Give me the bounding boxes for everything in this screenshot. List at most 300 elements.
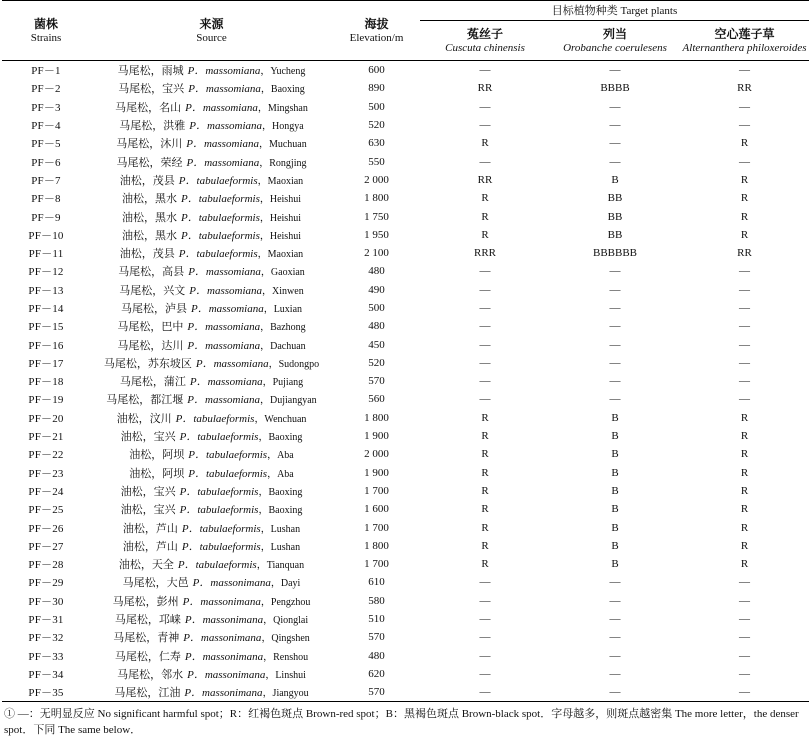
no-reaction-dash: — <box>609 320 621 333</box>
cell-strain: PF－18 <box>28 376 64 389</box>
cell-cuscuta <box>420 610 550 628</box>
cell-cuscuta: R <box>481 558 489 571</box>
cell-alternanthera <box>680 281 809 299</box>
cell-orobanche <box>550 628 680 646</box>
table-row <box>2 683 809 702</box>
source-zh: 马尾松，沐川 <box>116 138 183 151</box>
source-species: P．massonimana <box>184 687 263 700</box>
table-row <box>2 445 809 463</box>
source-species: P．massomiana <box>186 138 259 151</box>
no-reaction-dash: — <box>739 594 751 607</box>
cell-orobanche <box>550 592 680 610</box>
cell-elevation: 620 <box>368 667 385 680</box>
source-location: ，Aba <box>267 450 294 462</box>
cell-alternanthera: R <box>740 173 749 186</box>
source-species: P．tabulaeformis <box>175 412 255 425</box>
cell-alternanthera <box>680 628 809 646</box>
source-location: ，Dayi <box>270 578 301 590</box>
header-strains <box>2 1 90 61</box>
cell-orobanche: B <box>611 558 619 571</box>
cell-orobanche: BBBBBB <box>592 247 638 260</box>
source-species: P．tabulaeformis <box>177 559 257 572</box>
source-species: P．massomiana <box>185 101 258 114</box>
no-reaction-dash: — <box>739 283 751 296</box>
cell-elevation: 600 <box>368 64 385 77</box>
source-zh: 马尾松，都江堰 <box>106 394 184 407</box>
cell-elevation: 1 800 <box>364 411 389 424</box>
no-reaction-dash: — <box>609 686 621 699</box>
table-row <box>2 482 809 500</box>
cell-orobanche <box>550 262 680 280</box>
no-reaction-dash: — <box>739 631 751 644</box>
cell-elevation: 890 <box>368 82 385 95</box>
cell-orobanche <box>550 116 680 134</box>
cell-cuscuta: R <box>481 411 489 424</box>
source-location: ，Bazhong <box>260 322 306 334</box>
cell-source <box>90 354 333 372</box>
source-location: ，Pujiang <box>262 377 304 389</box>
source-location: ，Sudongpo <box>268 358 320 370</box>
no-reaction-dash: — <box>739 649 751 662</box>
header-cuscuta-en: Cuscuta chinensis <box>445 41 525 54</box>
cell-orobanche: B <box>611 430 619 443</box>
table-row <box>2 171 809 189</box>
cell-orobanche <box>550 683 680 702</box>
source-location: ，Heishui <box>259 230 301 242</box>
source-zh: 马尾松，蒲江 <box>119 376 186 389</box>
no-reaction-dash: — <box>739 320 751 333</box>
no-reaction-dash: — <box>609 594 621 607</box>
cell-cuscuta <box>420 61 550 80</box>
table-row <box>2 189 809 207</box>
cell-elevation: 1 750 <box>364 210 389 223</box>
cell-alternanthera <box>680 335 809 353</box>
source-species: P．tabulaeformis <box>178 248 258 261</box>
table-header <box>2 1 809 61</box>
cell-elevation: 480 <box>368 265 385 278</box>
header-alternanthera-zh: 空心莲子草 <box>714 26 775 41</box>
cell-orobanche <box>550 665 680 683</box>
cell-alternanthera <box>680 116 809 134</box>
source-species: P．massomiana <box>188 266 261 279</box>
no-reaction-dash: — <box>609 576 621 589</box>
cell-elevation: 1 700 <box>364 558 389 571</box>
cell-strain: PF－17 <box>28 357 64 370</box>
cell-orobanche <box>550 573 680 591</box>
no-reaction-dash: — <box>609 265 621 278</box>
cell-strain: PF－16 <box>28 339 64 352</box>
cell-orobanche <box>550 134 680 152</box>
no-reaction-dash: — <box>739 686 751 699</box>
source-species: P．tabulaeformis <box>188 467 268 480</box>
cell-strain: PF－15 <box>28 321 64 334</box>
source-zh: 油松，黑水 <box>122 211 178 224</box>
strain-table <box>2 0 809 702</box>
cell-source <box>90 244 333 262</box>
cell-strain: PF－25 <box>28 504 64 517</box>
cell-cuscuta <box>420 390 550 408</box>
cell-orobanche: B <box>611 448 619 461</box>
source-location: ，Heishui <box>259 212 301 224</box>
cell-strain: PF－12 <box>28 266 64 279</box>
source-zh: 马尾松，青神 <box>113 632 180 645</box>
header-cuscuta <box>420 21 550 61</box>
source-species: P．tabulaeformis <box>179 431 259 444</box>
cell-cuscuta: R <box>481 430 489 443</box>
cell-cuscuta: R <box>481 503 489 516</box>
cell-orobanche <box>550 372 680 390</box>
cell-strain: PF－7 <box>31 174 61 187</box>
table-footnote: ① —：无明显反应 No significant harmful spot；R：红褐色斑点 Brown-red spot；B：黑褐色斑点 Brown-black spot．字母越多，则斑点越密集 The more letter，the denser spot．下同 The same below． <box>4 708 799 736</box>
cell-elevation: 630 <box>368 137 385 150</box>
cell-orobanche <box>550 61 680 80</box>
source-species: P．massomiana <box>187 321 261 334</box>
source-location: ，Maoxian <box>257 175 304 187</box>
cell-alternanthera <box>680 152 809 170</box>
cell-cuscuta: R <box>481 539 489 552</box>
cell-orobanche: B <box>611 173 619 186</box>
cell-strain: PF－32 <box>28 632 64 645</box>
source-location: ，Lushan <box>260 541 301 553</box>
cell-cuscuta <box>420 152 550 170</box>
cell-cuscuta <box>420 647 550 665</box>
source-species: P．tabulaeformis <box>181 522 261 535</box>
cell-elevation: 500 <box>368 100 385 113</box>
no-reaction-dash: — <box>739 667 751 680</box>
table-row <box>2 335 809 353</box>
cell-orobanche: B <box>611 539 619 552</box>
source-zh: 马尾松，泸县 <box>120 303 187 315</box>
cell-cuscuta <box>420 354 550 372</box>
cell-alternanthera <box>680 665 809 683</box>
source-species: P．massonimana <box>184 614 264 627</box>
header-orobanche <box>550 21 680 61</box>
cell-orobanche <box>550 98 680 116</box>
source-location: ，Mingshan <box>257 102 308 114</box>
header-strains-en: Strains <box>30 31 62 44</box>
no-reaction-dash: — <box>609 283 621 296</box>
source-location: ，Dachuan <box>260 340 306 352</box>
source-species: P．massonimana <box>184 650 264 663</box>
cell-strain: PF－3 <box>31 101 61 114</box>
source-location: ，Linshui <box>265 669 306 681</box>
source-species: P．tabulaeformis <box>181 540 261 553</box>
cell-source <box>90 98 333 116</box>
source-zh: 马尾松，达川 <box>117 339 184 352</box>
cell-strain: PF－21 <box>28 431 64 444</box>
no-reaction-dash: — <box>479 594 491 607</box>
table-row <box>2 647 809 665</box>
cell-alternanthera <box>680 98 809 116</box>
no-reaction-dash: — <box>479 155 491 168</box>
table-row <box>2 152 809 170</box>
cell-alternanthera <box>680 610 809 628</box>
cell-strain: PF－2 <box>31 83 61 96</box>
cell-strain: PF－30 <box>28 595 64 608</box>
cell-alternanthera: R <box>740 411 749 424</box>
no-reaction-dash: — <box>739 356 751 369</box>
source-location: ，Hongya <box>262 121 304 133</box>
source-location: ，Qingshen <box>261 633 310 645</box>
cell-alternanthera <box>680 573 809 591</box>
cell-orobanche: BB <box>607 228 623 241</box>
no-reaction-dash: — <box>479 338 491 351</box>
cell-cuscuta <box>420 628 550 646</box>
cell-source <box>90 390 333 408</box>
table-row <box>2 665 809 683</box>
source-zh: 油松，宝兴 <box>120 504 176 517</box>
cell-alternanthera: RR <box>737 247 752 260</box>
cell-strain: PF－27 <box>28 540 64 553</box>
header-alternanthera-en: Alternanthera philoxeroides <box>682 41 807 54</box>
cell-elevation: 1 900 <box>364 430 389 443</box>
cell-source <box>90 372 333 390</box>
cell-strain: PF－26 <box>28 522 64 535</box>
no-reaction-dash: — <box>609 631 621 644</box>
cell-source <box>90 628 333 646</box>
source-location: ，Tianquan <box>256 560 305 572</box>
no-reaction-dash: — <box>609 613 621 626</box>
source-species: P．massonimana <box>183 632 262 645</box>
no-reaction-dash: — <box>739 64 751 77</box>
source-zh: 油松，阿坝 <box>129 467 185 480</box>
cell-elevation: 520 <box>368 119 385 132</box>
cell-source <box>90 226 333 244</box>
source-zh: 马尾松，邛崃 <box>114 614 181 627</box>
source-location: ，Luxian <box>263 304 303 315</box>
cell-strain: PF－31 <box>28 614 64 627</box>
cell-orobanche <box>550 610 680 628</box>
source-zh: 马尾松，兴文 <box>119 284 186 297</box>
table-row <box>2 226 809 244</box>
source-zh: 油松，阿坝 <box>129 449 185 462</box>
source-location: ，Baoxing <box>260 84 305 96</box>
cell-orobanche <box>550 152 680 170</box>
table-row <box>2 79 809 97</box>
cell-elevation: 1 700 <box>364 484 389 497</box>
no-reaction-dash: — <box>479 302 491 314</box>
cell-source <box>90 134 333 152</box>
source-species: P．tabulaeformis <box>179 485 259 498</box>
table-row <box>2 409 809 427</box>
table-row <box>2 299 809 317</box>
cell-elevation: 610 <box>368 576 385 589</box>
table-row <box>2 427 809 445</box>
cell-cuscuta <box>420 299 550 317</box>
header-orobanche-zh: 列当 <box>602 26 627 41</box>
source-location: ，Dujiangyan <box>260 395 317 407</box>
cell-cuscuta <box>420 262 550 280</box>
cell-strain: PF－23 <box>28 467 64 480</box>
no-reaction-dash: — <box>479 64 491 77</box>
no-reaction-dash: — <box>609 375 621 388</box>
source-species: P．massomiana <box>189 120 263 133</box>
source-location: ，Baoxing <box>258 432 303 444</box>
header-elevation <box>333 1 420 61</box>
cell-source <box>90 189 333 207</box>
source-zh: 马尾松，巴中 <box>117 321 184 334</box>
header-alternanthera <box>680 21 809 61</box>
source-location: ，Muchuan <box>258 139 307 151</box>
cell-strain: PF－10 <box>28 229 64 242</box>
source-species: P．tabulaeformis <box>179 504 259 517</box>
source-zh: 马尾松，雨城 <box>117 65 184 78</box>
cell-alternanthera: R <box>740 210 749 223</box>
cell-alternanthera: R <box>740 192 749 205</box>
source-species: P．massomiana <box>187 339 261 352</box>
cell-cuscuta <box>420 116 550 134</box>
table-row <box>2 537 809 555</box>
cell-elevation: 500 <box>368 302 385 314</box>
cell-cuscuta: R <box>481 521 489 534</box>
no-reaction-dash: — <box>739 119 751 132</box>
table-row <box>2 134 809 152</box>
cell-cuscuta <box>420 372 550 390</box>
header-elevation-zh: 海拔 <box>364 16 389 31</box>
cell-cuscuta <box>420 573 550 591</box>
source-zh: 马尾松，名山 <box>115 101 182 114</box>
no-reaction-dash: — <box>479 283 491 296</box>
header-strains-zh: 菌株 <box>33 16 58 31</box>
no-reaction-dash: — <box>479 320 491 333</box>
no-reaction-dash: — <box>479 265 491 278</box>
cell-strain: PF－33 <box>28 650 64 663</box>
cell-orobanche <box>550 317 680 335</box>
cell-cuscuta <box>420 665 550 683</box>
table-row <box>2 573 809 591</box>
table-row <box>2 262 809 280</box>
header-cuscuta-zh: 菟丝子 <box>466 26 503 41</box>
cell-source <box>90 610 333 628</box>
cell-orobanche <box>550 647 680 665</box>
cell-alternanthera: R <box>740 503 749 516</box>
source-species: P．massomiana <box>189 284 263 297</box>
cell-source <box>90 409 333 427</box>
cell-source <box>90 445 333 463</box>
cell-cuscuta: R <box>481 210 489 223</box>
source-species: P．tabulaeformis <box>181 229 260 242</box>
cell-elevation: 1 600 <box>364 503 389 516</box>
source-zh: 油松，茂县 <box>119 248 175 261</box>
no-reaction-dash: — <box>609 137 621 150</box>
source-species: P．massonimana <box>187 668 266 681</box>
no-reaction-dash: — <box>739 338 751 351</box>
cell-orobanche: B <box>611 521 619 534</box>
cell-source <box>90 427 333 445</box>
header-orobanche-en: Orobanche coerulesens <box>563 41 667 54</box>
cell-alternanthera: RR <box>737 82 752 95</box>
source-species: P．massomiana <box>187 394 261 407</box>
cell-source <box>90 317 333 335</box>
cell-elevation: 1 700 <box>364 521 389 534</box>
source-zh: 油松，宝兴 <box>120 431 176 444</box>
no-reaction-dash: — <box>609 667 621 680</box>
source-zh: 马尾松，大邑 <box>122 577 189 590</box>
cell-elevation: 570 <box>368 631 385 644</box>
cell-cuscuta <box>420 683 550 702</box>
cell-alternanthera <box>680 317 809 335</box>
header-target-plants <box>420 1 809 21</box>
table-row <box>2 98 809 116</box>
cell-source <box>90 281 333 299</box>
cell-alternanthera <box>680 647 809 665</box>
cell-source <box>90 299 333 317</box>
table-row <box>2 207 809 225</box>
cell-elevation: 550 <box>368 155 385 168</box>
no-reaction-dash: — <box>609 100 621 113</box>
header-source-zh: 来源 <box>199 16 224 31</box>
cell-cuscuta: RR <box>477 173 493 186</box>
header-target-plants-label: 目标植物种类 Target plants <box>551 4 678 17</box>
table-row <box>2 628 809 646</box>
cell-cuscuta <box>420 281 550 299</box>
cell-strain: PF－9 <box>31 211 61 224</box>
cell-alternanthera: R <box>740 448 749 461</box>
cell-elevation: 1 900 <box>364 466 389 479</box>
no-reaction-dash: — <box>739 265 751 278</box>
table-row <box>2 281 809 299</box>
source-species: P．massonimana <box>192 577 271 590</box>
source-zh: 马尾松，宝兴 <box>118 83 185 96</box>
source-zh: 马尾松，荣经 <box>116 156 183 169</box>
cell-elevation: 510 <box>368 613 385 626</box>
source-zh: 马尾松，彭州 <box>112 595 179 608</box>
source-zh: 油松，黑水 <box>122 229 178 242</box>
cell-elevation: 560 <box>368 393 385 406</box>
source-species: P．massomiana <box>186 156 260 169</box>
table-row <box>2 61 809 80</box>
cell-elevation: 1 800 <box>364 192 389 205</box>
cell-alternanthera: R <box>740 137 749 150</box>
cell-alternanthera <box>680 354 809 372</box>
cell-source <box>90 116 333 134</box>
no-reaction-dash: — <box>479 119 491 132</box>
table-row <box>2 317 809 335</box>
cell-alternanthera: R <box>740 484 749 497</box>
source-species: P．tabulaeformis <box>178 174 258 187</box>
no-reaction-dash: — <box>479 576 491 589</box>
source-location: ，Gaoxian <box>260 267 305 279</box>
no-reaction-dash: — <box>739 302 751 314</box>
cell-strain: PF－5 <box>31 138 61 151</box>
cell-source <box>90 683 333 702</box>
source-location: ，Xinwen <box>262 285 304 297</box>
cell-cuscuta <box>420 592 550 610</box>
cell-source <box>90 335 333 353</box>
cell-elevation: 480 <box>368 649 385 662</box>
cell-elevation: 2 000 <box>364 448 389 461</box>
table-row <box>2 500 809 518</box>
cell-strain: PF－14 <box>28 303 64 315</box>
cell-source <box>90 464 333 482</box>
source-zh: 马尾松，苏东坡区 <box>103 357 192 370</box>
no-reaction-dash: — <box>609 155 621 168</box>
cell-elevation: 2 000 <box>364 173 389 186</box>
cell-source <box>90 647 333 665</box>
table-row <box>2 610 809 628</box>
cell-elevation: 520 <box>368 356 385 369</box>
table-row <box>2 390 809 408</box>
source-species: P．tabulaeformis <box>188 449 268 462</box>
cell-cuscuta <box>420 98 550 116</box>
no-reaction-dash: — <box>479 667 491 680</box>
cell-source <box>90 262 333 280</box>
cell-strain: PF－8 <box>31 193 61 206</box>
source-location: ，Pengzhou <box>260 596 311 608</box>
table-row <box>2 592 809 610</box>
no-reaction-dash: — <box>739 576 751 589</box>
cell-source <box>90 500 333 518</box>
